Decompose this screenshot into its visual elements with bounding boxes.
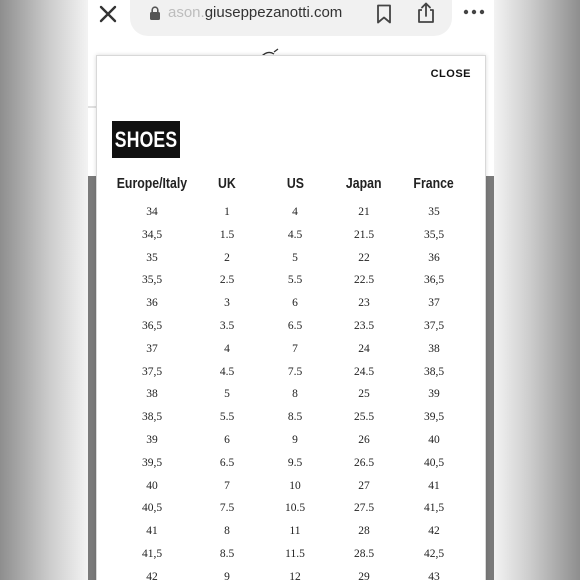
table-row <box>97 548 485 570</box>
table-cell: 6.5 <box>287 320 303 332</box>
table-cell: 3.5 <box>219 320 235 332</box>
table-cell: 11.5 <box>285 548 305 560</box>
table-row <box>97 229 485 251</box>
table-cell: 39 <box>146 434 158 446</box>
table-row <box>97 457 485 479</box>
table-cell: 36 <box>428 251 440 264</box>
table-cell: 42,5 <box>423 548 445 560</box>
table-row <box>97 274 485 296</box>
table-row <box>97 502 485 524</box>
table-cell: 5 <box>292 251 298 264</box>
share-icon[interactable] <box>416 2 436 24</box>
table-cell: 3 <box>224 297 230 310</box>
close-button[interactable]: CLOSE <box>430 68 471 80</box>
column-header <box>379 175 489 192</box>
table-cell: 36 <box>146 297 158 310</box>
table-cell: 2 <box>224 251 230 264</box>
table-cell: 39,5 <box>423 411 445 424</box>
table-cell: 40 <box>428 434 440 446</box>
phone-screen <box>88 0 494 580</box>
table-cell: 28 <box>358 525 370 538</box>
table-cell: 29 <box>358 570 370 580</box>
table-cell: 6 <box>224 434 230 446</box>
table-cell: 42 <box>146 570 158 580</box>
table-cell: 8.5 <box>287 411 303 424</box>
table-cell: 4 <box>224 342 230 355</box>
table-cell: 21.5 <box>353 228 375 241</box>
url-domain: giuseppezanotti.com <box>204 4 343 21</box>
url-text <box>168 4 342 21</box>
section-title-text: SHOES <box>114 126 178 152</box>
table-cell: 43 <box>428 570 440 580</box>
table-cell: 4 <box>292 206 298 218</box>
table-cell: 36,5 <box>423 274 445 287</box>
column-header-label: UK <box>218 175 236 192</box>
table-cell: 41,5 <box>141 548 163 560</box>
size-chart-modal <box>96 55 486 580</box>
column-header-label: Europe/Italy <box>116 175 188 192</box>
table-cell: 35 <box>428 206 440 218</box>
table-cell: 10 <box>289 479 301 492</box>
table-cell: 41 <box>146 525 158 538</box>
table-row <box>97 297 485 319</box>
table-cell: 37,5 <box>141 365 163 378</box>
table-cell: 38 <box>146 388 158 401</box>
table-cell: 41 <box>428 479 440 492</box>
bookmark-icon[interactable] <box>376 4 392 24</box>
column-header-label: France <box>413 175 455 192</box>
table-cell: 26 <box>358 434 370 446</box>
address-bar[interactable] <box>130 0 452 36</box>
table-cell: 22.5 <box>353 274 375 287</box>
table-cell: 35,5 <box>423 228 445 241</box>
section-title <box>112 121 180 158</box>
table-row <box>97 252 485 274</box>
table-cell: 7.5 <box>287 365 303 378</box>
url-faded-part: ason. <box>168 4 205 21</box>
size-table-header <box>97 175 485 197</box>
table-cell: 24.5 <box>353 365 375 378</box>
table-row <box>97 571 485 580</box>
column-header-label: Japan <box>346 175 382 192</box>
table-cell: 39,5 <box>141 456 163 469</box>
table-cell: 36,5 <box>141 320 163 332</box>
table-row <box>97 480 485 502</box>
table-cell: 39 <box>428 388 440 401</box>
table-cell: 25 <box>358 388 370 401</box>
column-header-label: US <box>286 175 304 192</box>
table-cell: 4.5 <box>219 365 235 378</box>
table-cell: 35,5 <box>141 274 163 287</box>
table-cell: 42 <box>428 525 440 538</box>
table-cell: 8.5 <box>219 548 235 560</box>
table-cell: 38,5 <box>423 365 445 378</box>
table-cell: 6.5 <box>219 456 235 469</box>
table-cell: 5 <box>224 388 230 401</box>
table-cell: 24 <box>358 342 370 355</box>
table-cell: 28.5 <box>353 548 375 560</box>
table-cell: 11 <box>289 525 301 538</box>
table-cell: 40,5 <box>141 502 163 515</box>
table-cell: 8 <box>224 525 230 538</box>
browser-toolbar <box>88 0 494 44</box>
table-cell: 23 <box>358 297 370 310</box>
table-row <box>97 411 485 433</box>
table-cell: 27.5 <box>353 502 375 515</box>
table-cell: 35 <box>146 251 158 264</box>
table-cell: 9.5 <box>287 456 303 469</box>
lock-icon <box>148 5 162 21</box>
close-icon[interactable] <box>96 2 120 26</box>
table-cell: 37 <box>146 342 158 355</box>
table-cell: 23.5 <box>353 320 375 332</box>
table-cell: 22 <box>358 251 370 264</box>
table-cell: 5.5 <box>287 274 303 287</box>
table-cell: 21 <box>358 206 370 218</box>
table-cell: 38,5 <box>141 411 163 424</box>
table-cell: 12 <box>289 570 301 580</box>
table-cell: 41,5 <box>423 502 445 515</box>
table-cell: 2.5 <box>219 274 235 287</box>
table-cell: 7 <box>292 342 298 355</box>
table-cell: 6 <box>292 297 298 310</box>
table-row <box>97 366 485 388</box>
table-row <box>97 434 485 456</box>
table-cell: 5.5 <box>219 411 235 424</box>
table-cell: 40 <box>146 479 158 492</box>
table-cell: 27 <box>358 479 370 492</box>
table-cell: 8 <box>292 388 298 401</box>
table-cell: 40,5 <box>423 456 445 469</box>
table-cell: 34 <box>146 206 158 218</box>
table-row <box>97 343 485 365</box>
table-cell: 1 <box>224 206 230 218</box>
table-row <box>97 525 485 547</box>
table-cell: 7 <box>224 479 230 492</box>
table-cell: 34,5 <box>141 228 163 241</box>
table-row <box>97 320 485 342</box>
table-row <box>97 388 485 410</box>
table-cell: 9 <box>224 570 230 580</box>
table-cell: 25.5 <box>353 411 375 424</box>
table-cell: 37 <box>428 297 440 310</box>
table-cell: 38 <box>428 342 440 355</box>
table-row <box>97 206 485 228</box>
more-icon[interactable] <box>462 8 486 16</box>
table-cell: 4.5 <box>287 228 303 241</box>
table-cell: 9 <box>292 434 298 446</box>
table-cell: 7.5 <box>219 502 235 515</box>
table-cell: 1.5 <box>219 228 235 241</box>
table-cell: 10.5 <box>284 502 306 515</box>
table-cell: 37,5 <box>423 320 445 332</box>
table-cell: 26.5 <box>353 456 375 469</box>
